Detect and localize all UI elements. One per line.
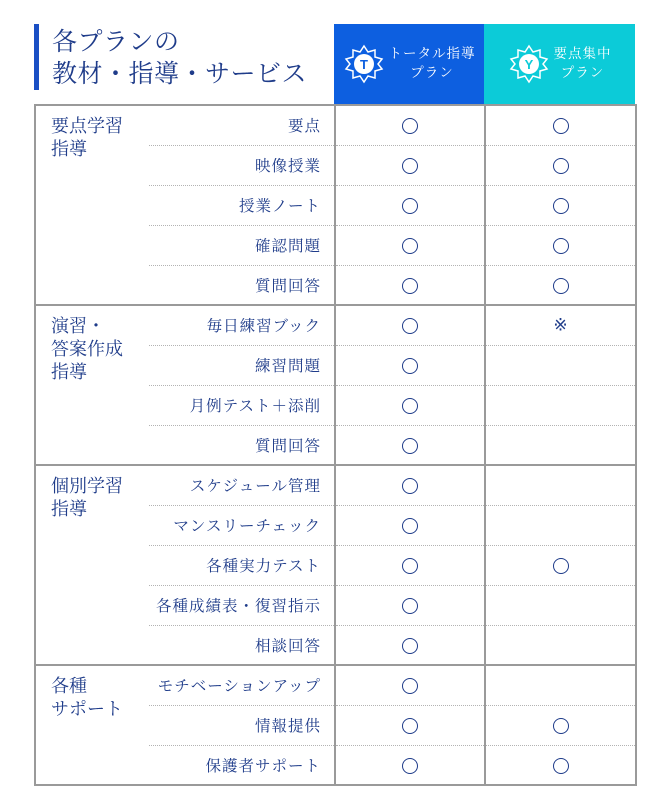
total-plan-cell xyxy=(335,145,485,185)
title-accent-bar xyxy=(34,24,39,90)
page-title xyxy=(34,24,334,100)
included-circle-icon xyxy=(402,198,418,214)
included-circle-icon xyxy=(553,558,569,574)
included-circle-icon xyxy=(402,598,418,614)
total-plan-cell xyxy=(335,105,485,145)
category-label-line: 指導 xyxy=(51,499,87,520)
category-cell xyxy=(35,105,149,305)
focus-plan-cell xyxy=(485,505,636,545)
category-label-line: 指導 xyxy=(51,139,87,160)
total-plan-cell xyxy=(335,425,485,465)
item-label: 月例テスト＋添削 xyxy=(149,385,335,425)
item-label: 各種実力テスト xyxy=(149,545,335,585)
focus-plan-cell xyxy=(485,465,636,505)
included-circle-icon xyxy=(553,278,569,294)
total-plan-cell xyxy=(335,665,485,705)
included-circle-icon xyxy=(553,758,569,774)
total-plan-cell xyxy=(335,265,485,305)
focus-plan-cell xyxy=(485,105,636,145)
included-circle-icon xyxy=(402,398,418,414)
category-label-line: 演習・ xyxy=(51,316,105,337)
table-row xyxy=(35,305,636,345)
plan-badge-letter: T xyxy=(359,57,368,72)
total-plan-cell xyxy=(335,385,485,425)
plan-badge-letter: Y xyxy=(524,57,533,72)
category-cell xyxy=(35,305,149,465)
focus-plan-cell xyxy=(485,745,636,785)
focus-plan-cell xyxy=(485,265,636,305)
category-cell xyxy=(35,465,149,665)
total-plan-cell xyxy=(335,465,485,505)
item-label: 毎日練習ブック xyxy=(149,305,335,345)
total-plan-cell xyxy=(335,185,485,225)
focus-plan-cell xyxy=(485,185,636,225)
focus-plan-cell xyxy=(485,665,636,705)
item-label: 保護者サポート xyxy=(149,745,335,785)
category-label-line: 要点学習 xyxy=(51,116,123,137)
plan-header-focus xyxy=(484,24,635,104)
total-plan-cell xyxy=(335,585,485,625)
focus-plan-cell xyxy=(485,225,636,265)
category-cell xyxy=(35,665,149,785)
included-circle-icon xyxy=(402,758,418,774)
comparison-table-body xyxy=(35,105,636,785)
focus-plan-cell xyxy=(485,705,636,745)
included-circle-icon xyxy=(402,118,418,134)
plan-name-line1: トータル指導 xyxy=(388,46,476,62)
included-circle-icon xyxy=(553,718,569,734)
included-circle-icon xyxy=(402,278,418,294)
item-label: マンスリーチェック xyxy=(149,505,335,545)
focus-plan-cell xyxy=(485,425,636,465)
plan-name-total xyxy=(389,45,476,83)
total-plan-cell xyxy=(335,705,485,745)
item-label: 確認問題 xyxy=(149,225,335,265)
starburst-badge-icon xyxy=(508,43,550,85)
included-circle-icon xyxy=(553,118,569,134)
included-circle-icon xyxy=(402,558,418,574)
item-label: 映像授業 xyxy=(149,145,335,185)
plan-name-focus xyxy=(554,45,612,83)
included-circle-icon xyxy=(402,158,418,174)
item-label: 質問回答 xyxy=(149,425,335,465)
plan-comparison-table xyxy=(34,104,637,786)
table-row xyxy=(35,105,636,145)
plan-name-line2: プラン xyxy=(560,65,605,81)
plan-name-line1: 要点集中 xyxy=(553,46,612,62)
focus-plan-cell xyxy=(485,305,636,345)
table-row xyxy=(35,465,636,505)
total-plan-cell xyxy=(335,305,485,345)
total-plan-cell xyxy=(335,345,485,385)
page-title-text xyxy=(52,26,307,90)
focus-plan-cell xyxy=(485,545,636,585)
included-circle-icon xyxy=(402,438,418,454)
page-title-line1: 各プランの xyxy=(52,27,180,56)
plan-badge-focus xyxy=(508,43,550,85)
item-label: 各種成績表・復習指示 xyxy=(149,585,335,625)
starburst-badge-icon xyxy=(343,43,385,85)
included-circle-icon xyxy=(402,238,418,254)
focus-plan-cell xyxy=(485,145,636,185)
total-plan-cell xyxy=(335,225,485,265)
included-circle-icon xyxy=(402,318,418,334)
included-circle-icon xyxy=(402,358,418,374)
focus-plan-cell xyxy=(485,585,636,625)
total-plan-cell xyxy=(335,545,485,585)
note-mark: ※ xyxy=(553,315,568,336)
included-circle-icon xyxy=(402,478,418,494)
item-label: 情報提供 xyxy=(149,705,335,745)
included-circle-icon xyxy=(402,718,418,734)
focus-plan-cell xyxy=(485,345,636,385)
category-label-line: 個別学習 xyxy=(51,476,123,497)
included-circle-icon xyxy=(402,638,418,654)
included-circle-icon xyxy=(553,198,569,214)
page-title-line2: 教材・指導・サービス xyxy=(52,59,308,88)
focus-plan-cell xyxy=(485,625,636,665)
item-label: 授業ノート xyxy=(149,185,335,225)
total-plan-cell xyxy=(335,625,485,665)
total-plan-cell xyxy=(335,505,485,545)
plan-header-total xyxy=(334,24,484,104)
included-circle-icon xyxy=(402,518,418,534)
item-label: 要点 xyxy=(149,105,335,145)
table-row xyxy=(35,665,636,705)
plan-name-line2: プラン xyxy=(410,65,454,81)
item-label: スケジュール管理 xyxy=(149,465,335,505)
included-circle-icon xyxy=(553,238,569,254)
category-label-line: サポート xyxy=(51,699,123,720)
item-label: 質問回答 xyxy=(149,265,335,305)
category-label-line: 指導 xyxy=(51,362,87,383)
category-label-line: 答案作成 xyxy=(51,339,123,360)
item-label: 練習問題 xyxy=(149,345,335,385)
category-label-line: 各種 xyxy=(51,676,87,697)
item-label: 相談回答 xyxy=(149,625,335,665)
focus-plan-cell xyxy=(485,385,636,425)
plan-badge-total xyxy=(343,43,385,85)
item-label: モチベーションアップ xyxy=(149,665,335,705)
included-circle-icon xyxy=(553,158,569,174)
total-plan-cell xyxy=(335,745,485,785)
included-circle-icon xyxy=(402,678,418,694)
